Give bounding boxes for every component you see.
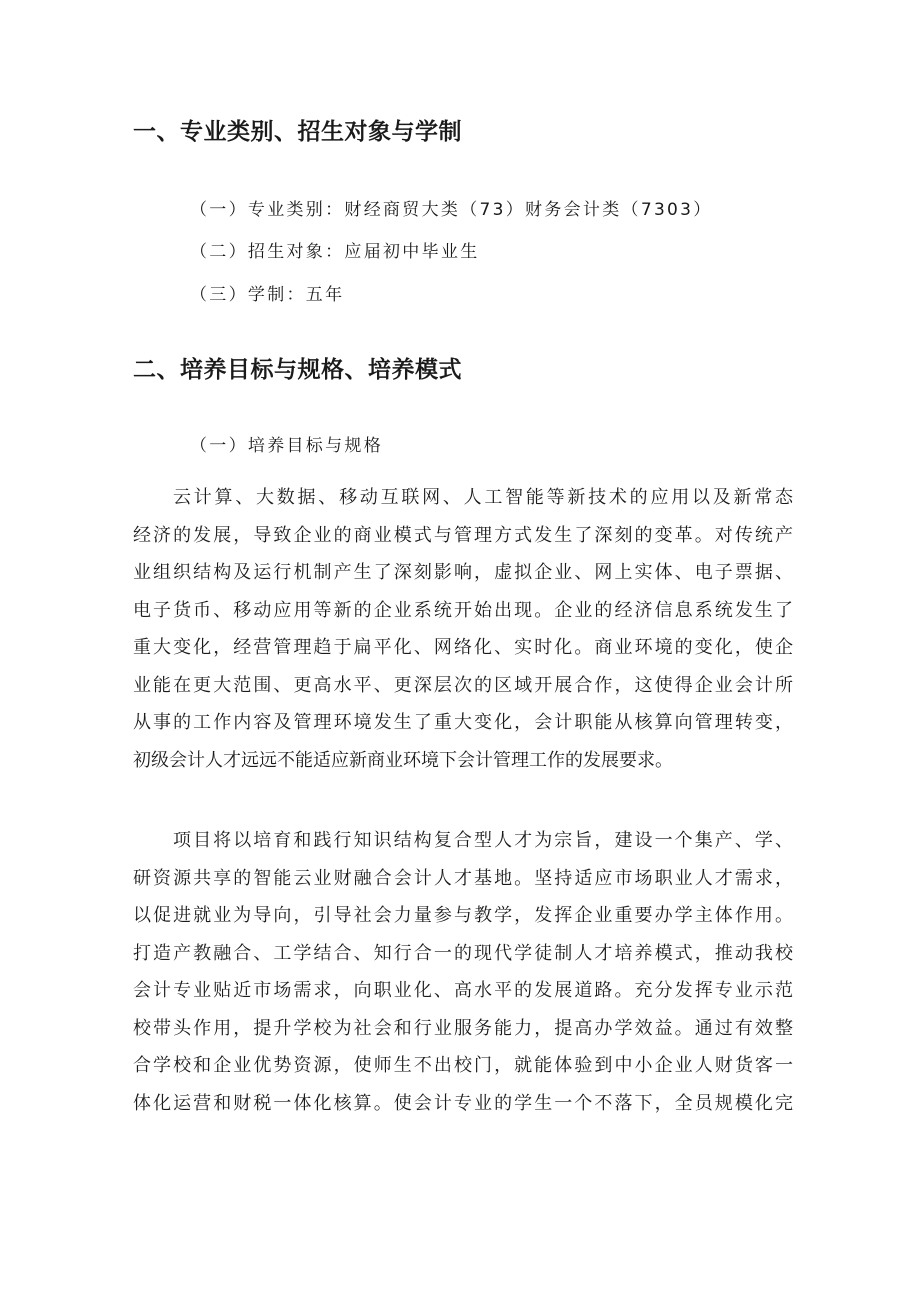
section-heading-2: 二、培养目标与规格、培养模式 (133, 357, 462, 383)
paragraph-line: 初级会计人才远远不能适应新商业环境下会计管理工作的发展要求。 (133, 749, 673, 771)
paragraph-line: 研资源共享的智能云业财融合会计人才基地。坚持适应市场职业人才需求， (133, 867, 793, 889)
paragraph-line: 云计算、大数据、移动互联网、人工智能等新技术的应用以及新常态 (173, 487, 793, 508)
paragraph-line: 会计专业贴近市场需求，向职业化、高水平的发展道路。充分发挥专业示范 (133, 980, 793, 1001)
paragraph-line: 重大变化，经营管理趋于扁平化、网络化、实时化。商业环境的变化，使企 (133, 637, 793, 658)
paragraph-1 (133, 479, 793, 779)
paragraph-line: 以促进就业为导向，引导社会力量参与教学，发挥企业重要办学主体作用。 (133, 905, 793, 926)
paragraph-line: 打造产教融合、工学结合、知行合一的现代学徒制人才培养模式，推动我校 (133, 942, 793, 964)
paragraph-line: 项目将以培育和践行知识结构复合型人才为宗旨，建设一个集产、学、 (173, 830, 793, 851)
paragraph-line: 合学校和企业优势资源，使师生不出校门，就能体验到中小企业人财货客一 (133, 1055, 793, 1076)
enrollment-target-item: （二）招生对象：应届初中毕业生 (190, 242, 480, 262)
paragraph-line: 业组织结构及运行机制产生了深刻影响，虚拟企业、网上实体、电子票据、 (133, 562, 793, 583)
section-heading-1: 一、专业类别、招生对象与学制 (133, 119, 462, 145)
paragraph-2 (133, 822, 793, 1122)
paragraph-line: 业能在更大范围、更高水平、更深层次的区域开展合作，这使得企业会计所 (133, 674, 793, 696)
major-category-item: （一）专业类别：财经商贸大类（73）财务会计类（7303） (190, 200, 713, 220)
study-length-item: （三）学制：五年 (190, 285, 345, 305)
paragraph-line: 体化运营和财税一体化核算。使会计专业的学生一个不落下，全员规模化完 (133, 1092, 793, 1114)
paragraph-line: 从事的工作内容及管理环境发生了重大变化，会计职能从核算向管理转变， (133, 712, 793, 733)
paragraph-line: 经济的发展，导致企业的商业模式与管理方式发生了深刻的变革。对传统产 (133, 524, 793, 546)
subsection-heading: （一）培养目标与规格 (190, 436, 383, 456)
paragraph-line: 电子货币、移动应用等新的企业系统开始出现。企业的经济信息系统发生了 (133, 599, 793, 621)
paragraph-line: 校带头作用，提升学校为社会和行业服务能力，提高办学效益。通过有效整 (133, 1017, 793, 1039)
